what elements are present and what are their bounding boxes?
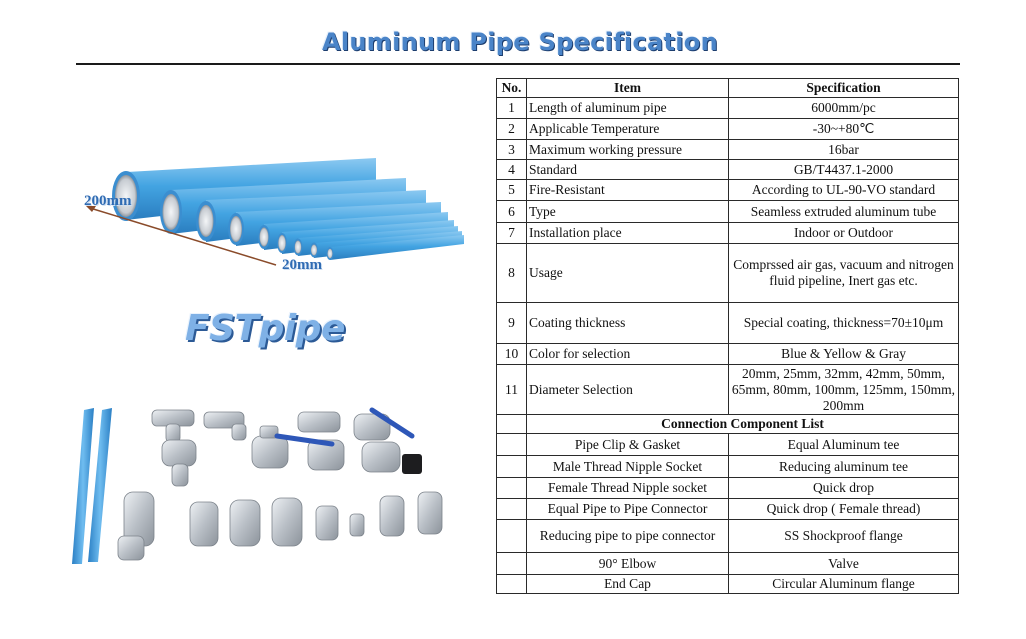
- blue-pipe-sticks: [72, 408, 112, 564]
- row-item: Diameter Selection: [527, 365, 729, 415]
- table-header-row: [497, 79, 959, 98]
- dimension-label-20mm: 20mm: [282, 257, 322, 273]
- row-specification: GB/T4437.1-2000: [729, 160, 959, 180]
- connection-left: Female Thread Nipple socket: [527, 478, 729, 499]
- connection-row: [497, 520, 959, 553]
- spec-table: [496, 78, 959, 594]
- connection-blank-cell: [497, 415, 527, 434]
- table-row: [497, 344, 959, 365]
- connection-left: Equal Pipe to Pipe Connector: [527, 499, 729, 520]
- valve-handles: [277, 410, 412, 444]
- dimension-label-200mm: 200mm: [84, 193, 132, 209]
- fitting-connectors: [118, 492, 442, 560]
- connection-right: Quick drop: [729, 478, 959, 499]
- row-item: Coating thickness: [527, 303, 729, 344]
- connection-row: [497, 456, 959, 478]
- connection-blank-cell: [497, 456, 527, 478]
- pipe-bundle: [112, 158, 464, 260]
- connection-row: [497, 434, 959, 456]
- connection-right: Equal Aluminum tee: [729, 434, 959, 456]
- row-specification: 16bar: [729, 140, 959, 160]
- row-specification: Comprssed air gas, vacuum and nitrogen fluid pipeline, Inert gas etc.: [729, 244, 959, 303]
- row-specification: -30~+80℃: [729, 119, 959, 140]
- row-number: 4: [497, 160, 527, 180]
- row-item: Length of aluminum pipe: [527, 98, 729, 119]
- connection-row: [497, 553, 959, 575]
- row-number: 11: [497, 365, 527, 415]
- table-row: [497, 160, 959, 180]
- connection-right: Reducing aluminum tee: [729, 456, 959, 478]
- row-number: 2: [497, 119, 527, 140]
- table-row: [497, 180, 959, 201]
- header-no: No.: [497, 79, 527, 98]
- table-row: [497, 303, 959, 344]
- row-number: 10: [497, 344, 527, 365]
- table-row: [497, 119, 959, 140]
- header-item: Item: [527, 79, 729, 98]
- row-number: 6: [497, 201, 527, 223]
- row-specification: Seamless extruded aluminum tube: [729, 201, 959, 223]
- connection-blank-cell: [497, 478, 527, 499]
- row-specification: Indoor or Outdoor: [729, 223, 959, 244]
- connection-row: [497, 499, 959, 520]
- row-item: Usage: [527, 244, 729, 303]
- table-row: [497, 98, 959, 119]
- row-specification: Special coating, thickness=70±10μm: [729, 303, 959, 344]
- connection-right: Circular Aluminum flange: [729, 575, 959, 594]
- connection-blank-cell: [497, 553, 527, 575]
- connection-left: End Cap: [527, 575, 729, 594]
- row-item: Fire-Resistant: [527, 180, 729, 201]
- row-number: 5: [497, 180, 527, 201]
- row-number: 9: [497, 303, 527, 344]
- table-row: [497, 140, 959, 160]
- title-divider: [76, 63, 960, 65]
- table-row: [497, 244, 959, 303]
- connection-blank-cell: [497, 575, 527, 594]
- connection-right: Valve: [729, 553, 959, 575]
- connection-list-title: Connection Component List: [527, 415, 959, 434]
- table-row: [497, 223, 959, 244]
- connection-right: SS Shockproof flange: [729, 520, 959, 553]
- connection-row: [497, 575, 959, 594]
- connection-left: Male Thread Nipple Socket: [527, 456, 729, 478]
- valve-cap: [402, 454, 422, 474]
- row-item: Color for selection: [527, 344, 729, 365]
- row-number: 7: [497, 223, 527, 244]
- row-specification: 6000mm/pc: [729, 98, 959, 119]
- row-specification: According to UL-90-VO standard: [729, 180, 959, 201]
- row-specification: 20mm, 25mm, 32mm, 42mm, 50mm, 65mm, 80mm, 100mm, 125mm, 150mm, 200mm: [729, 365, 959, 415]
- row-item: Standard: [527, 160, 729, 180]
- connection-left: Reducing pipe to pipe connector: [527, 520, 729, 553]
- row-number: 3: [497, 140, 527, 160]
- row-number: 8: [497, 244, 527, 303]
- connection-blank-cell: [497, 520, 527, 553]
- row-item: Type: [527, 201, 729, 223]
- row-item: Maximum working pressure: [527, 140, 729, 160]
- page-title: Aluminum Pipe Specification: [322, 28, 718, 56]
- row-specification: Blue & Yellow & Gray: [729, 344, 959, 365]
- connection-blank-cell: [497, 434, 527, 456]
- row-number: 1: [497, 98, 527, 119]
- brand-logo: FSTpipe: [185, 308, 345, 349]
- table-row: [497, 201, 959, 223]
- header-specification: Specification: [729, 79, 959, 98]
- connection-list-header-row: [497, 415, 959, 434]
- row-item: Installation place: [527, 223, 729, 244]
- table-row: [497, 365, 959, 415]
- connection-blank-cell: [497, 499, 527, 520]
- connection-row: [497, 478, 959, 499]
- pipes-illustration: [76, 150, 466, 270]
- connection-left: Pipe Clip & Gasket: [527, 434, 729, 456]
- connection-left: 90° Elbow: [527, 553, 729, 575]
- connection-right: Quick drop ( Female thread): [729, 499, 959, 520]
- fittings-illustration: [62, 396, 462, 576]
- fitting-tees: [152, 410, 400, 486]
- row-item: Applicable Temperature: [527, 119, 729, 140]
